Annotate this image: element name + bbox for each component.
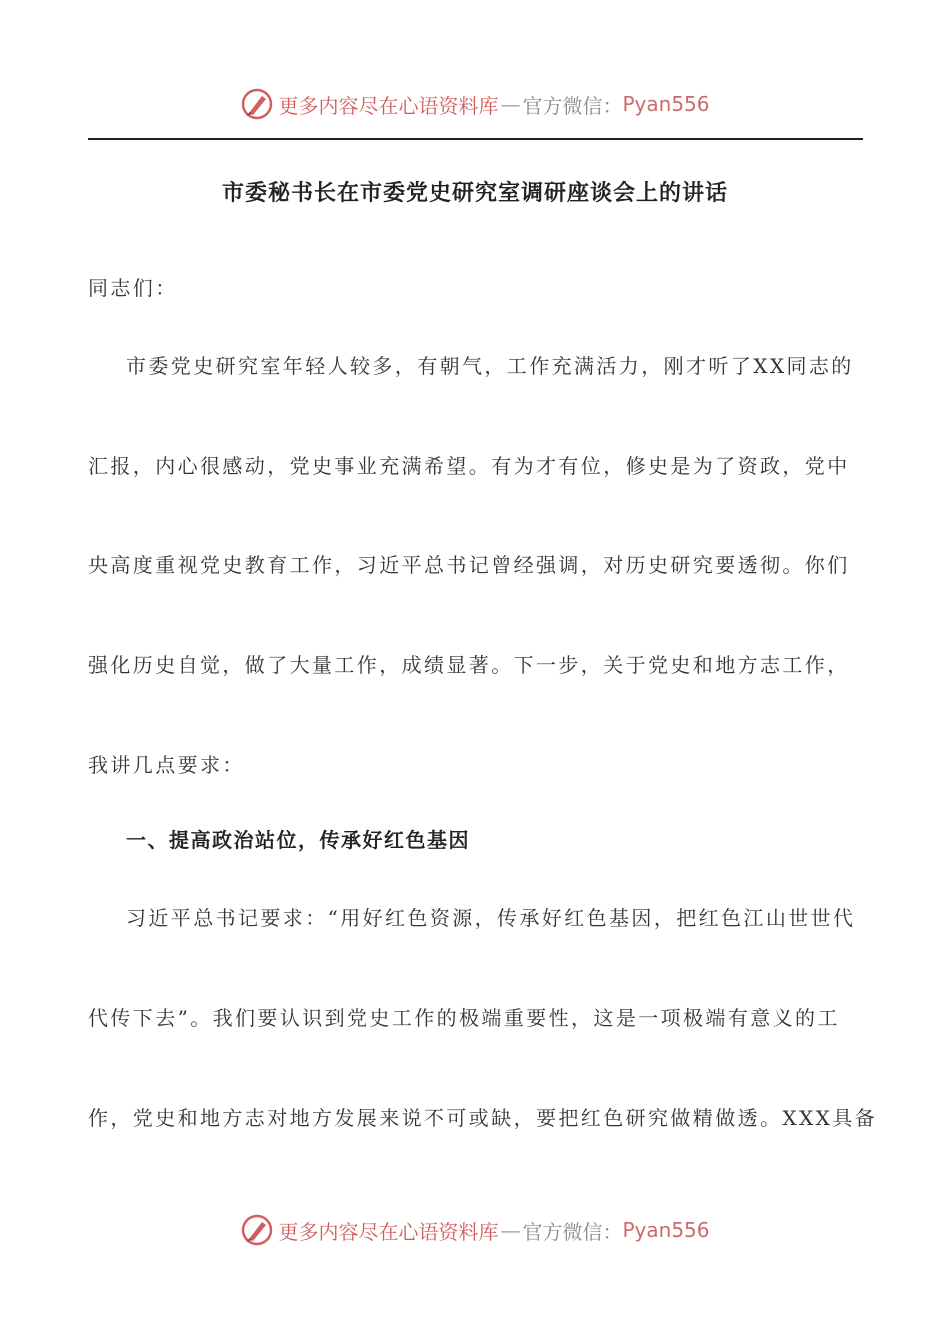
watermark-wechat-label-bottom: 官方微信：: [522, 1219, 623, 1244]
body-line-2: 汇报，内心很感动，党史事业充满希望。有为才有位，修史是为了资政，党中: [88, 454, 850, 478]
watermark-wechat-label: 官方微信：: [522, 93, 623, 118]
watermark-dash: —: [500, 92, 521, 116]
watermark-wechat-id: Pyan556: [622, 92, 710, 116]
section-line-1: 习近平总书记要求：“用好红色资源，传承好红色基因，把红色江山世世代: [126, 906, 856, 930]
body-line-4: 强化历史自觉，做了大量工作，成绩显著。下一步，关于党史和地方志工作，: [88, 653, 850, 677]
watermark-brand-bottom: 更多内容尽在心语资料库: [278, 1219, 499, 1244]
watermark-banner-bottom: [0, 1208, 950, 1252]
watermark-dash-bottom: —: [500, 1218, 521, 1242]
section-line-3: 作，党史和地方志对地方发展来说不可或缺，要把红色研究做精做透。XXX具备: [88, 1106, 878, 1130]
salutation: 同志们：: [88, 276, 178, 300]
pen-logo-icon: [240, 87, 274, 121]
body-line-3: 央高度重视党史教育工作，习近平总书记曾经强调，对历史研究要透彻。你们: [88, 553, 850, 577]
watermark-brand: 更多内容尽在心语资料库: [278, 93, 499, 118]
body-line-5: 我讲几点要求：: [88, 753, 245, 777]
section-heading-1: 一、提高政治站位，传承好红色基因: [126, 828, 470, 852]
section-line-2: 代传下去”。我们要认识到党史工作的极端重要性，这是一项极端有意义的工: [88, 1006, 840, 1030]
watermark-banner-top: [0, 82, 950, 126]
pen-logo-icon: [240, 1213, 274, 1247]
document-title: 市委秘书长在市委党史研究室调研座谈会上的讲话: [221, 180, 728, 206]
body-line-1: 市委党史研究室年轻人较多，有朝气，工作充满活力，刚才听了XX同志的: [126, 354, 854, 378]
header-divider: [88, 138, 863, 140]
watermark-wechat-id-bottom: Pyan556: [622, 1218, 710, 1242]
